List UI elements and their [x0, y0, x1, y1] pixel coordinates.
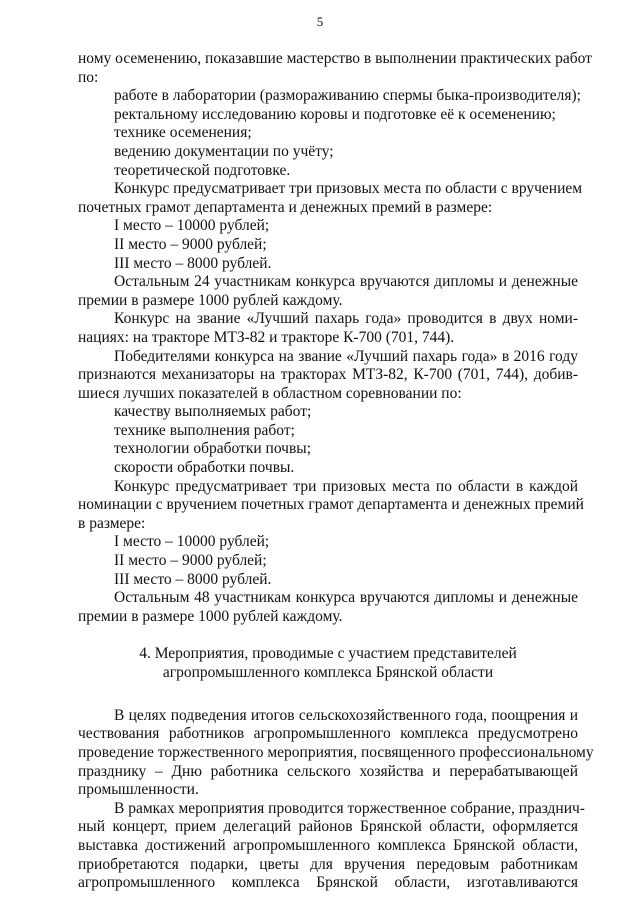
section-heading: 4. Мероприятия, проводимые с участием представителей — [139, 645, 517, 662]
list-item: технике выполнения работ; — [114, 421, 295, 439]
prize-first: I место – 10000 рублей; — [114, 533, 270, 551]
text-line: промышленности. — [78, 781, 199, 799]
text-line: проведение торжественного мероприятия, посвященного профессиональному — [78, 743, 594, 761]
text-line: ному осеменению, показавшие мастерство в выполнении практических работ — [78, 50, 592, 67]
paragraph-first-line: Конкурс предусматривает три призовых места по области в каждой — [114, 477, 578, 495]
spacer — [78, 626, 578, 645]
text-line: в размере: — [78, 514, 146, 532]
prize-second: II место – 9000 рублей; — [114, 552, 267, 570]
text-line: агропромышленного комплекса Брянской области, изготавливаются — [78, 874, 578, 892]
page-number: 5 — [316, 14, 324, 29]
paragraph-first-line: Конкурс на звание «Лучший пахарь года» проводится в двух номи- — [114, 310, 578, 328]
text-line: премии в размере 1000 рублей каждому. — [78, 291, 343, 309]
text-line: празднику – Дню работника сельского хозяйства и перерабатывающей — [78, 762, 578, 780]
list-item: технике осеменения; — [114, 124, 252, 142]
list-item: теоретической подготовке. — [114, 161, 291, 179]
list-item: работе в лаборатории (размораживанию спермы быка-производителя); — [114, 87, 581, 105]
prize-third: III место – 8000 рублей. — [114, 254, 272, 272]
paragraph-first-line: Конкурс предусматривает три призовых места по области с вручением — [114, 180, 583, 198]
paragraph-first-line: Остальным 48 участникам конкурса вручаются дипломы и денежные — [114, 589, 578, 607]
text-line: по: — [78, 68, 99, 86]
paragraph-first-line: Победителями конкурса на звание «Лучший пахарь года» в 2016 году — [114, 347, 578, 365]
prize-third: III место – 8000 рублей. — [114, 570, 272, 588]
paragraph-first-line: В целях подведения итогов сельскохозяйственного года, поощрения и — [114, 706, 578, 724]
list-item: технологии обработки почвы; — [114, 440, 311, 458]
text-line: номинации с вручением почетных грамот департамента и денежных премий — [78, 496, 584, 514]
spacer — [78, 682, 578, 701]
text-line: признаются механизаторы на тракторах МТЗ-82, К-700 (701, 744), добив- — [78, 366, 578, 384]
text-line: почетных грамот департамента и денежных премий в размере: — [78, 198, 493, 216]
paragraph-first-line: В рамках мероприятия проводится торжественное собрание, празднич- — [114, 799, 585, 817]
list-item: качеству выполняемых работ; — [114, 403, 312, 421]
prize-first: I место – 10000 рублей; — [114, 217, 270, 235]
list-item: ведению документации по учёту; — [114, 142, 334, 160]
list-item: скорости обработки почвы. — [114, 459, 295, 477]
section-heading: агропромышленного комплекса Брянской области — [162, 663, 494, 681]
text-line: выставка достижений агропромышленного комплекса Брянской области, — [78, 836, 578, 854]
text-line: чествования работников агропромышленного комплекса предусмотрено — [78, 725, 578, 743]
list-item: ректальному исследованию коровы и подготовке её к осеменению; — [114, 105, 556, 123]
text-line: шиеся лучших показателей в областном соревновании по: — [78, 384, 462, 402]
text-line: нациях: на тракторе МТЗ-82 и тракторе К-700 (701, 744). — [78, 328, 455, 346]
text-line: приобретаются подарки, цветы для вручения передовым работникам — [78, 855, 578, 873]
document-body — [78, 50, 594, 893]
text-line: премии в размере 1000 рублей каждому. — [78, 607, 343, 625]
prize-second: II место – 9000 рублей; — [114, 235, 267, 253]
text-line: ный концерт, прием делегаций районов Брянской области, оформляется — [78, 818, 578, 836]
paragraph-first-line: Остальным 24 участникам конкурса вручаются дипломы и денежные — [114, 273, 578, 291]
